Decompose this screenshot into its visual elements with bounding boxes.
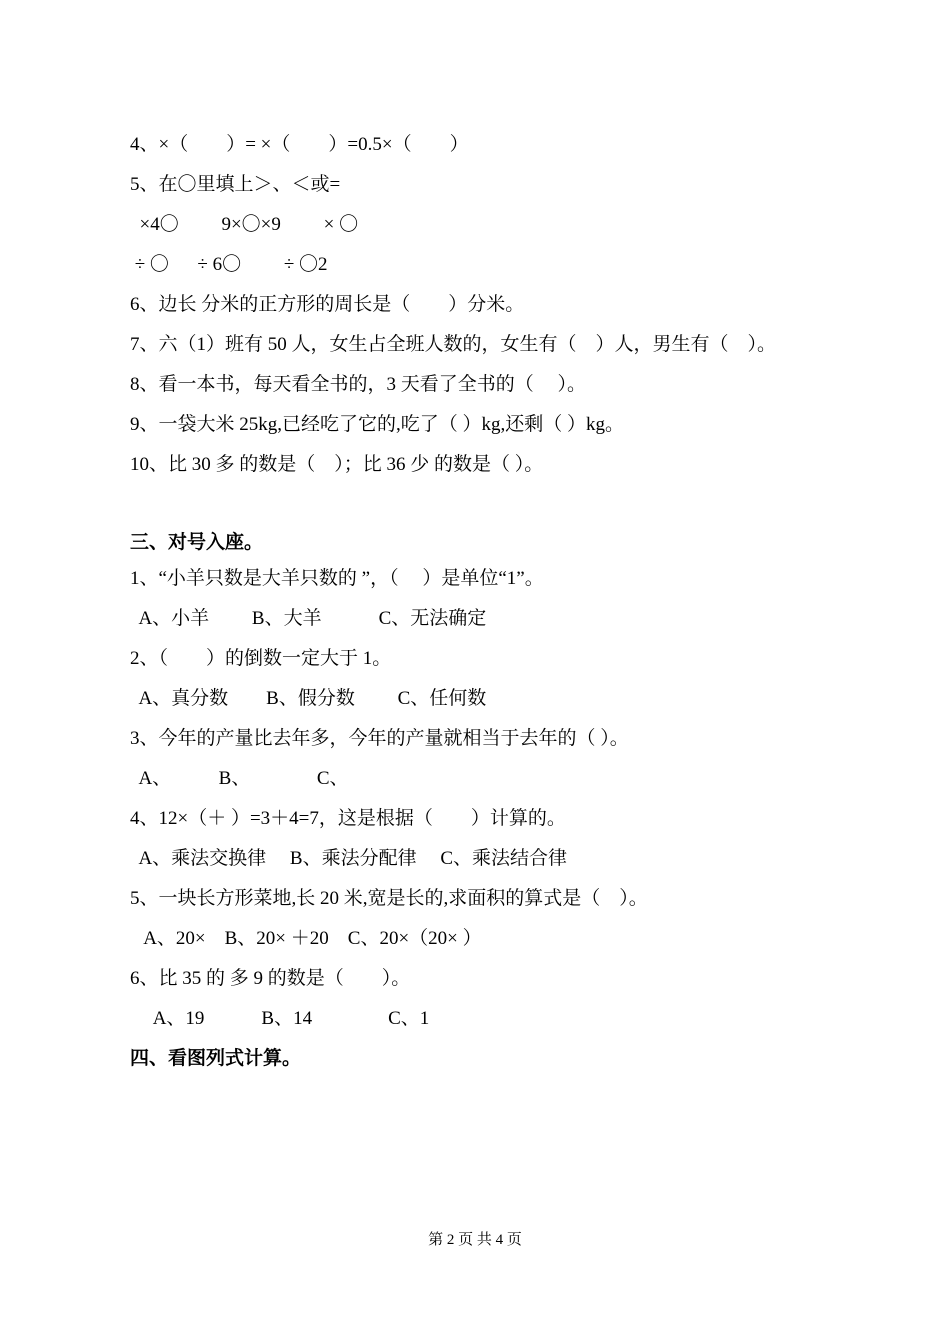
- choice-question-2: 2、（ ）的倒数一定大于 1。: [130, 648, 392, 669]
- page-number-footer: 第 2 页 共 4 页: [428, 1232, 522, 1248]
- question-5: 5、在〇里填上＞、＜或=: [130, 174, 341, 195]
- question-5-row-2: ÷ 〇 ÷ 6〇 ÷ 〇2: [130, 254, 328, 275]
- choice-question-5-options: A、20× B、20× ＋20 C、20×（20× ）: [130, 928, 482, 949]
- question-8: 8、看一本书，每天看全书的，3 天看了全书的（ ）。: [130, 374, 587, 395]
- section-3-heading: 三、对号入座。: [130, 531, 264, 553]
- choice-question-4-options: A、乘法交换律 B、乘法分配律 C、乘法结合律: [130, 848, 568, 869]
- choice-question-4: 4、12×（＋ ）=3＋4=7，这是根据（ ）计算的。: [130, 808, 566, 829]
- question-5-row-1: ×4〇 9×〇×9 × 〇: [130, 214, 359, 235]
- choice-question-6: 6、比 35 的 多 9 的数是（ ）。: [130, 968, 411, 989]
- section-4-heading: 四、看图列式计算。: [130, 1047, 302, 1069]
- choice-question-2-options: A、真分数 B、假分数 C、任何数: [130, 688, 487, 709]
- choice-question-1-options: A、小羊 B、大羊 C、无法确定: [130, 608, 487, 629]
- question-10: 10、比 30 多 的数是（ ）；比 36 少 的数是（ ）。: [130, 454, 544, 475]
- choice-question-3: 3、今年的产量比去年多，今年的产量就相当于去年的（ ）。: [130, 728, 629, 749]
- choice-question-6-options: A、19 B、14 C、1: [130, 1008, 430, 1029]
- choice-question-5: 5、一块长方形菜地,长 20 米,宽是长的,求面积的算式是（ ）。: [130, 888, 648, 909]
- question-7: 7、六（1）班有 50 人，女生占全班人数的，女生有（ ）人，男生有（ ）。: [130, 334, 777, 355]
- choice-question-3-options: A、 B、 C、: [130, 768, 349, 789]
- question-4: 4、×（ ）= ×（ ）=0.5×（ ）: [130, 134, 469, 155]
- choice-question-1: 1、“小羊只数是大羊只数的 ”，（ ）是单位“1”。: [130, 568, 544, 589]
- question-9: 9、一袋大米 25kg,已经吃了它的,吃了（ ）kg,还剩（ ）kg。: [130, 414, 625, 435]
- question-6: 6、边长 分米的正方形的周长是（ ）分米。: [130, 294, 525, 315]
